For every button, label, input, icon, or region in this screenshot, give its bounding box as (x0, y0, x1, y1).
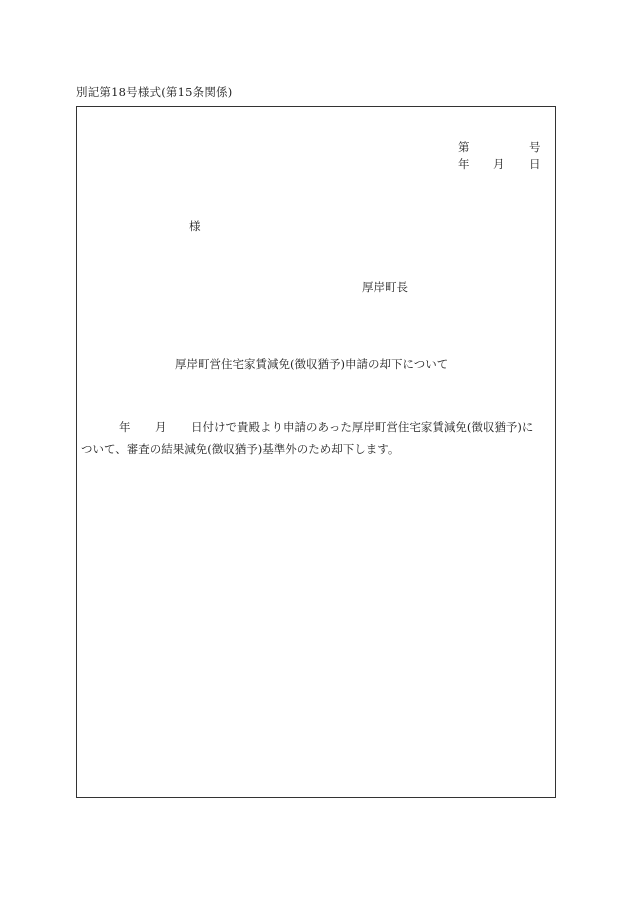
document-frame (76, 106, 556, 798)
body-month: 月 (155, 420, 167, 434)
date-month: 月 (493, 157, 505, 171)
sender-name: 厚岸町長 (362, 280, 408, 294)
addressee-honorific: 様 (189, 219, 201, 233)
form-caption: 別記第18号様式(第15条関係) (76, 85, 233, 99)
body-line-2: ついて、審査の結果減免(徴収猶予)基準外のため却下します。 (81, 442, 400, 456)
number-suffix: 号 (529, 140, 541, 154)
body-line-1: 日付けで貴殿より申請のあった厚岸町営住宅家賃減免(徴収猶予)に (191, 420, 534, 434)
date-year: 年 (458, 157, 470, 171)
date-day: 日 (529, 157, 541, 171)
number-prefix: 第 (458, 140, 470, 154)
document-subject: 厚岸町営住宅家賃減免(徴収猶予)申請の却下について (175, 357, 449, 371)
body-year: 年 (119, 420, 131, 434)
